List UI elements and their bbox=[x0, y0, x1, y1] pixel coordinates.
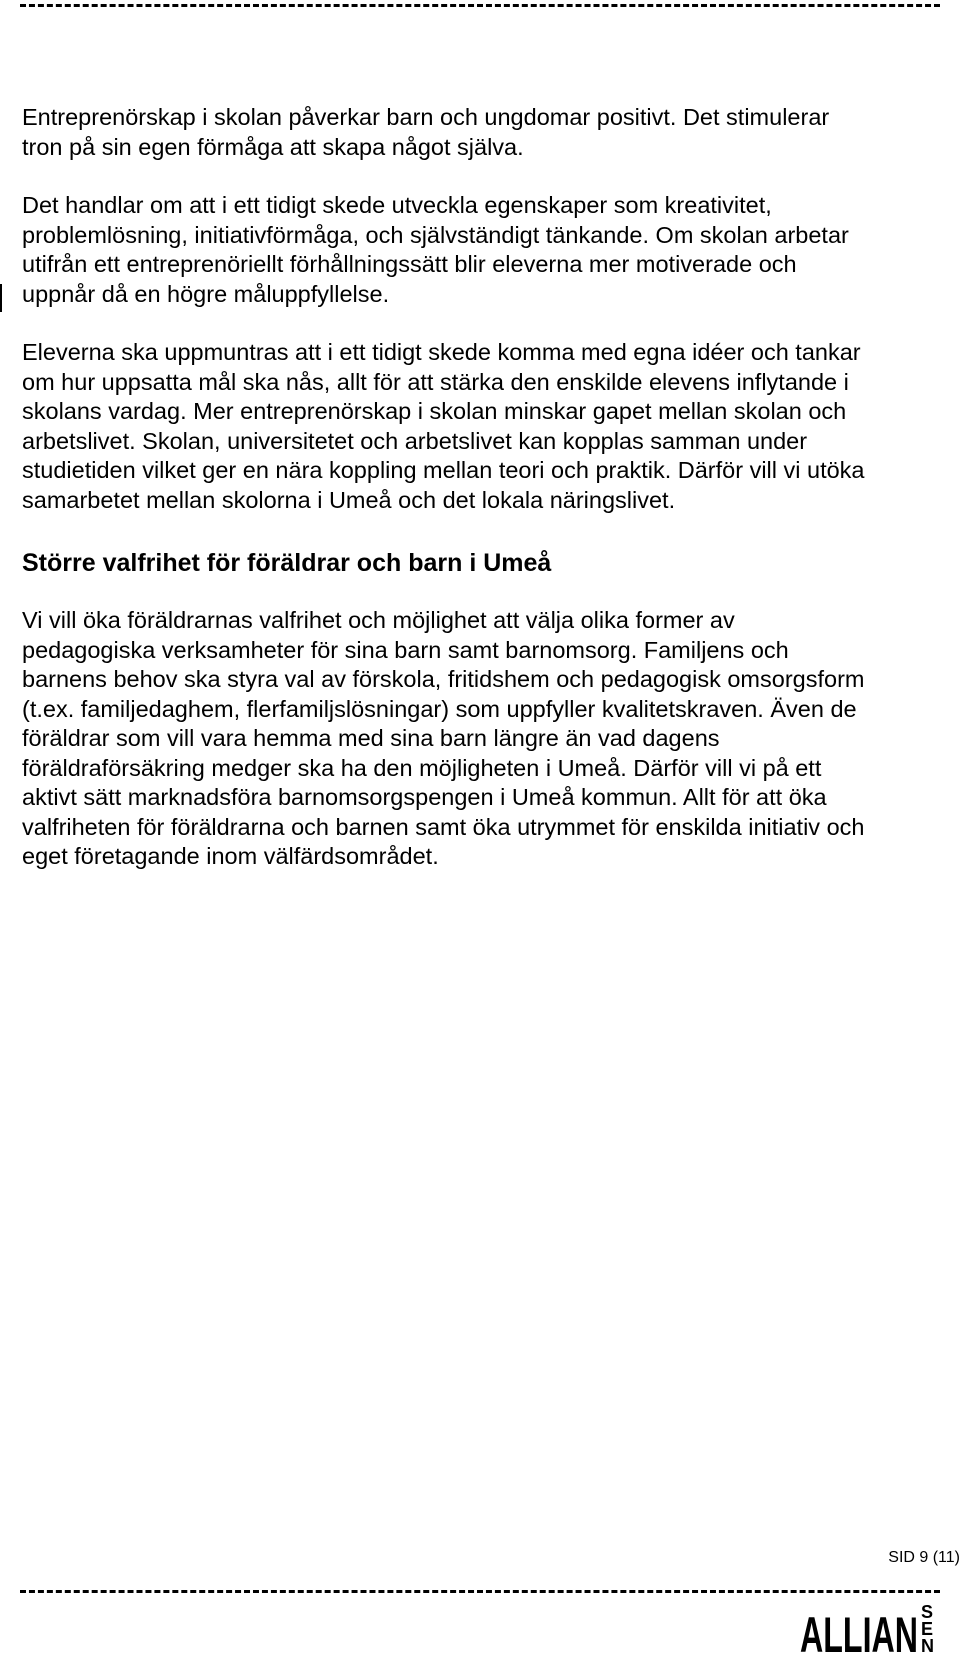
logo-main-text: ALLIAN bbox=[800, 1607, 918, 1653]
paragraph-2: Det handlar om att i ett tidigt skede utveckla egenskaper som kreativitet, problemlösning, initiativförmåga, och självständigt tänkande. Om skolan arbetar utifrån ett entreprenöriellt förhållningssätt blir eleverna mer motiverade och uppnår då en högre måluppfyllelse. bbox=[22, 192, 849, 307]
bottom-dashed-rule bbox=[20, 1590, 940, 1593]
page-number bbox=[13, 1548, 960, 1568]
logo-stack-letter-1: S bbox=[921, 1602, 934, 1622]
page-number-text: SID 9 (11) bbox=[888, 1549, 960, 1566]
revision-marker bbox=[0, 284, 2, 312]
logo-stack-letter-2: E bbox=[921, 1619, 934, 1639]
alliansen-logo bbox=[800, 1600, 950, 1653]
paragraph-3: Eleverna ska uppmuntras att i ett tidigt skede komma med egna idéer och tankar om hur uppsatta mål ska nås, allt för att stärka den enskilde elevens inflytande i skolans vardag. Mer entreprenörskap i skolan minskar gapet mellan skolan och arbetslivet. Skolan, universitetet och arbetslivet kan kopplas samman under studietiden vilket ger en nära koppling mellan teori och praktik. Därför vill vi utöka samarbetet mellan skolorna i Umeå och det lokala näringslivet. bbox=[22, 339, 865, 513]
section-heading: Större valfrihet för föräldrar och barn i Umeå bbox=[22, 549, 552, 577]
logo-stack-letter-3: N bbox=[921, 1636, 934, 1653]
paragraph-1: Entreprenörskap i skolan påverkar barn och ungdomar positivt. Det stimulerar tron på sin egen förmåga att skapa något själva. bbox=[22, 104, 830, 160]
section-paragraph: Vi vill öka föräldrarnas valfrihet och möjlighet att välja olika former av pedagogiska verksamheter för sina barn samt barnomsorg. Familjens och barnens behov ska styra val av förskola, fritidshem och pedagogisk omsorgsform (t.ex. familjedaghem, flerfamiljslösningar) som uppfyller kvalitetskraven. Även de föräldrar som vill vara hemma med sina barn längre än vad dagens föräldraförsäkring medger ska ha den möjligheten i Umeå. Därför vill vi på ett aktivt sätt marknadsföra barnomsorgspengen i Umeå kommun. Allt för att öka valfriheten för föräldrarna och barnen samt öka utrymmet för enskilda initiativ och eget företagande inom välfärdsområdet. bbox=[22, 607, 865, 869]
top-dashed-rule bbox=[20, 4, 940, 7]
document-body bbox=[22, 103, 947, 872]
